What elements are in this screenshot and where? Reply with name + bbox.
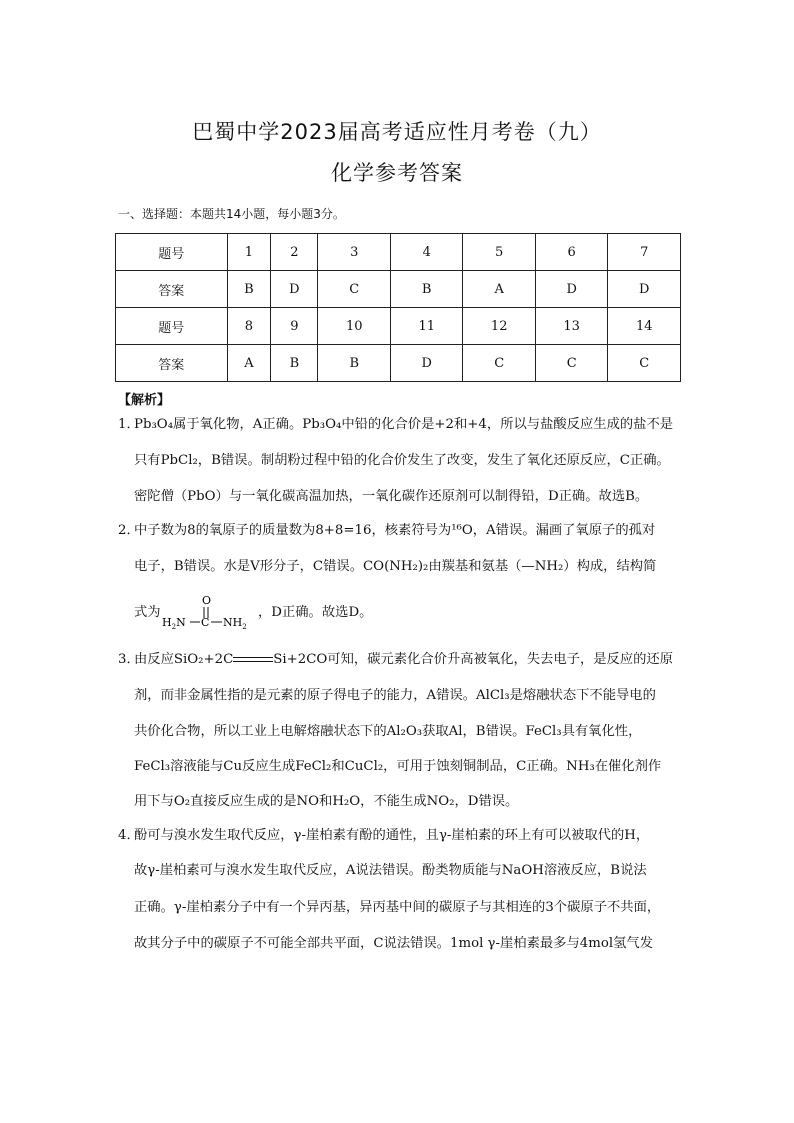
table-cell: 2: [271, 234, 318, 271]
table-cell: 10: [318, 308, 390, 345]
table-cell: D: [535, 271, 607, 308]
page-title: 巴蜀中学2023届高考适应性月考卷（九）: [192, 120, 602, 144]
text-line: 用下与O₂直接反应生成的是NO和H₂O，不能生成NO₂，D错误。: [134, 794, 519, 809]
text-line: 共价化合物，所以工业上电解熔融状态下的Al₂O₃获取Al，B错误。FeCl₃具有氧化性，: [134, 724, 642, 739]
text-line: 密陀僧（PbO）与一氧化碳高温加热，一氧化碳作还原剂可以制得铅，D正确。故选B。: [134, 489, 649, 504]
item-number: 3．: [118, 652, 140, 667]
text-line: 正确。γ-崖柏素分子中有一个异丙基，异丙基中间的碳原子与其相连的3个碳原子不共面，: [134, 900, 661, 915]
reaction-equals-sign: [233, 657, 273, 663]
text-line: 酚可与溴水发生取代反应，γ-崖柏素有酚的通性，且γ-崖柏素的环上有可以被取代的H，: [134, 828, 650, 843]
table-cell: D: [390, 345, 462, 382]
table-cell: 12: [463, 308, 535, 345]
table-row: [116, 345, 681, 382]
table-row: [116, 271, 681, 308]
text-line: [134, 603, 161, 623]
table-cell: D: [271, 271, 318, 308]
table-cell: A: [227, 345, 271, 382]
urea-o: O: [202, 594, 212, 607]
row-header-cell: 答案: [116, 271, 228, 308]
text-fragment: ，D正确。故选D。: [258, 605, 373, 620]
page-subtitle: 化学参考答案: [331, 161, 463, 185]
table-cell: D: [608, 271, 681, 308]
text-line: 只有PbCl₂，B错误。制胡粉过程中铅的化合价发生了改变，发生了氧化还原反应，C正确。: [134, 453, 670, 468]
table-cell: 7: [608, 234, 681, 271]
text-fragment: Si+2CO可知，碳元素化合价升高被氧化，失去电子，是反应的还原: [273, 652, 674, 667]
row-header-cell: 题号: [116, 308, 228, 345]
text-line: Pb₃O₄属于氧化物，A正确。Pb₃O₄中铅的化合价是+2和+4，所以与盐酸反应生成的盐不是: [134, 417, 674, 432]
table-cell: 5: [463, 234, 535, 271]
table-cell: C: [463, 345, 535, 382]
table-cell: B: [227, 271, 271, 308]
table-cell: 14: [608, 308, 681, 345]
row-header-cell: 题号: [116, 234, 228, 271]
section-heading: 一、选择题：本题共14小题，每小题3分。: [118, 207, 345, 221]
table-cell: B: [390, 271, 462, 308]
table-cell: C: [318, 271, 390, 308]
item-number: 4．: [118, 828, 140, 843]
urea-h2n: $H_2N$: [162, 616, 186, 631]
table-cell: C: [608, 345, 681, 382]
text-fragment: 由反应SiO₂+2C: [134, 652, 234, 667]
analysis-heading: 【解析】: [118, 393, 171, 408]
table-cell: B: [318, 345, 390, 382]
text-line: [134, 650, 673, 670]
table-row: [116, 234, 681, 271]
item-number: 1．: [118, 417, 140, 432]
text-line: 故其分子中的碳原子不可能全部共平面，C说法错误。1mol γ-崖柏素最多与4mol氢气发: [134, 936, 653, 951]
table-cell: 11: [390, 308, 462, 345]
table-cell: B: [271, 345, 318, 382]
table-cell: 4: [390, 234, 462, 271]
table-cell: 6: [535, 234, 607, 271]
text-line: 故γ-崖柏素可与溴水发生取代反应，A说法错误。酚类物质能与NaOH溶液反应，B说法: [134, 863, 647, 878]
table-cell: 8: [227, 308, 271, 345]
table-cell: 13: [535, 308, 607, 345]
urea-c: C: [201, 616, 210, 629]
row-header-cell: 答案: [116, 345, 228, 382]
table-cell: A: [463, 271, 535, 308]
text-line: 剂，而非金属性指的是元素的原子得电子的能力，A错误。AlCl₃是熔融状态下不能导电的: [134, 688, 656, 703]
table-cell: 3: [318, 234, 390, 271]
urea-nh2: $NH_2$: [223, 616, 247, 631]
table-cell: C: [535, 345, 607, 382]
table-row: [116, 308, 681, 345]
table-cell: 1: [227, 234, 271, 271]
text-line: 电子，B错误。水是V形分子，C错误。CO(NH₂)₂由羰基和氨基（—NH₂）构成，结构简: [134, 559, 657, 574]
answer-table: [115, 233, 681, 382]
item-number: 2．: [118, 523, 140, 538]
urea-structure: [160, 592, 260, 632]
text-line: FeCl₃溶液能与Cu反应生成FeCl₂和CuCl₂，可用于蚀刻铜制品，C正确。NH₃在催化剂作: [134, 759, 662, 774]
table-cell: 9: [271, 308, 318, 345]
text-fragment: 式为: [134, 605, 161, 620]
text-line: 中子数为8的氧原子的质量数为8+8=16，核素符号为¹⁶O，A错误。漏画了氧原子的孤对: [134, 523, 656, 538]
